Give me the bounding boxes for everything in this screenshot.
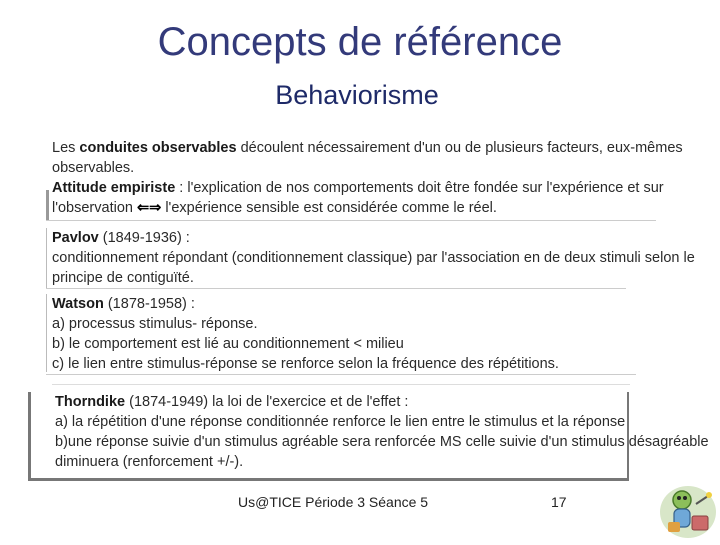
block2-bottom-border [46,288,626,289]
block2-left-border [46,228,47,288]
pavlov-dates: (1849-1936) : [98,230,190,246]
block1-bottom-border [46,220,656,221]
pavlov-section [52,228,702,288]
double-arrow-icon: ⇐⇒ [136,200,162,216]
thorndike-dates: (1874-1949) la loi de l'exercice et de l'effet : [125,394,409,410]
thorndike-item: b)une réponse suivie d'un stimulus agréable sera renforcée MS celle suivie d'un stimulus désagréable diminuera (renforcement +/-). [55,434,709,470]
watson-item: b) le comportement est lié au conditionnement < milieu [52,336,404,352]
pavlov-text: conditionnement répondant (conditionnement classique) par l'association en de deux stimuli selon le principe de contiguïté. [52,250,695,286]
block3-bottom-border [46,374,636,375]
slide-subtitle: Behaviorisme [275,80,439,110]
block3-left-border [46,294,47,372]
intro-text-rest: découlent nécessairement d'un ou de plusieurs facteurs, eux-mêmes observables. [52,140,683,176]
watson-section [52,294,702,374]
block4-bottom-border [28,478,629,481]
watson-item: c) le lien entre stimulus-réponse se renforce selon la fréquence des répétitions. [52,356,559,372]
empiricist-text: : l'explication de nos comportements doit être fondée sur l'expérience et sur l'observation [52,180,664,216]
mascot-logo-icon [656,482,718,540]
pavlov-name: Pavlov [52,230,99,246]
empiricist-text-end: l'expérience sensible est considérée comme le réel. [161,200,497,216]
watson-item: a) processus stimulus- réponse. [52,316,258,332]
watson-name: Watson [52,296,104,312]
block4-left-border [28,392,31,478]
block1-left-border [46,190,49,220]
slide-title: Concepts de référence [157,20,563,64]
footer-course: Us@TICE Période 3 Séance 5 [238,494,429,510]
thorndike-item: a) la répétition d'une réponse conditionnée renforce le lien entre le stimulus et la réponse [55,414,626,430]
intro-text: Les [52,140,80,156]
thorndike-section [55,392,715,472]
block4-top-border [52,384,630,385]
behaviorism-definition [52,138,702,218]
thorndike-name: Thorndike [55,394,126,410]
page-number: 17 [551,494,567,510]
empiricist-term: Attitude empiriste [52,180,176,196]
watson-dates: (1878-1958) : [103,296,195,312]
observable-conduct-term: conduites observables [79,140,237,156]
